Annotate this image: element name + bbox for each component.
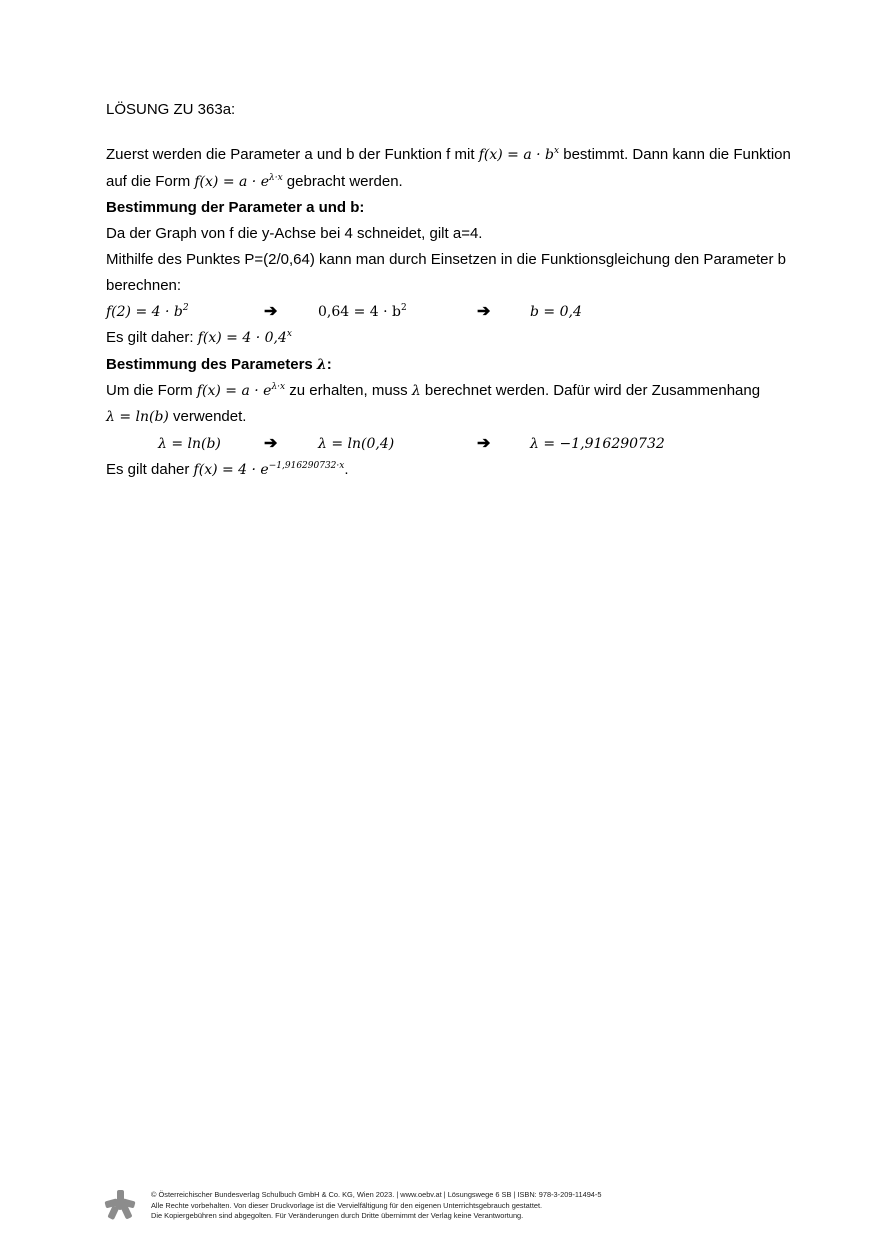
section2-paragraph-1: Um die Form $f(x) = a \cdot e^{\lambda\cdot x}$ zu erhalten, muss λ berechnet werden. Dafür wird der Zusammenhang bbox=[106, 382, 761, 399]
formula-e-form: $f(x) = a \cdot e^{\lambda\cdot x}$ bbox=[194, 173, 283, 190]
section1-paragraph-1: Da der Graph von f die y-Achse bei 4 schneidet, gilt a=4. bbox=[106, 225, 483, 242]
section1-paragraph-2a: Mithilfe des Punktes P=(2/0,64) kann man durch Einsetzen in die Funktionsgleichung den Parameter b bbox=[106, 251, 786, 268]
intro-line-1 bbox=[106, 145, 791, 165]
oebv-logo-icon bbox=[104, 1189, 136, 1221]
equation-2a: λ = ln(b) bbox=[158, 436, 221, 452]
equation-2c: λ = −1,916290732 bbox=[530, 436, 665, 452]
section2-title: Bestimmung des Parameters λ: bbox=[106, 356, 332, 373]
arrow-right-icon: ➔ bbox=[477, 303, 491, 320]
footer-line: Die Kopiergebühren sind abgegolten. Für Veränderungen durch Dritte übernimmt der Verlag keine Verantwortung. bbox=[151, 1211, 524, 1220]
equation-1a: $f(2) = 4 \cdot b^2$ bbox=[106, 303, 189, 320]
arrow-right-icon: ➔ bbox=[264, 303, 278, 320]
equation-2b: λ = ln(0,4) bbox=[318, 436, 395, 452]
intro-text: Zuerst werden die Parameter a und b der Funktion f mit bbox=[106, 146, 479, 163]
footer-line: © Österreichischer Bundesverlag Schulbuch GmbH & Co. KG, Wien 2023. | www.oebv.at | Lösungswege 6 SB | ISBN: 978-3-209-11494-5 bbox=[151, 1190, 602, 1199]
arrow-right-icon: ➔ bbox=[477, 435, 491, 452]
section2-paragraph-2: λ = ln(b) verwendet. bbox=[106, 408, 247, 425]
intro-line-2 bbox=[106, 172, 403, 192]
intro-text: gebracht werden. bbox=[282, 173, 403, 190]
footer-line: Alle Rechte vorbehalten. Von dieser Druckvorlage ist die Vervielfältigung für den eigenen Unterrichtsgebrauch gestattet. bbox=[151, 1200, 543, 1210]
section1-result: Es gilt daher: $f(x) = 4 \cdot 0,4^x$ bbox=[106, 329, 292, 346]
equation-1b: $0,64 = 4 \cdot b^2$ bbox=[318, 303, 407, 320]
section1-title: Bestimmung der Parameter a und b: bbox=[106, 199, 365, 216]
intro-text: bestimmt. Dann kann die Funktion bbox=[559, 146, 791, 163]
arrow-right-icon: ➔ bbox=[264, 435, 278, 452]
section2-result: Es gilt daher $f(x) = 4 \cdot e^{-1,916290732\cdot x}$. bbox=[106, 461, 349, 478]
solution-heading: LÖSUNG ZU 363a: bbox=[106, 101, 236, 118]
section1-paragraph-2b: berechnen: bbox=[106, 277, 182, 294]
intro-text: auf die Form bbox=[106, 173, 195, 190]
footer-copyright bbox=[151, 1190, 602, 1222]
formula-exponential: $f(x) = a \cdot b^x$ bbox=[478, 146, 560, 163]
equation-1c: b = 0,4 bbox=[530, 304, 582, 320]
